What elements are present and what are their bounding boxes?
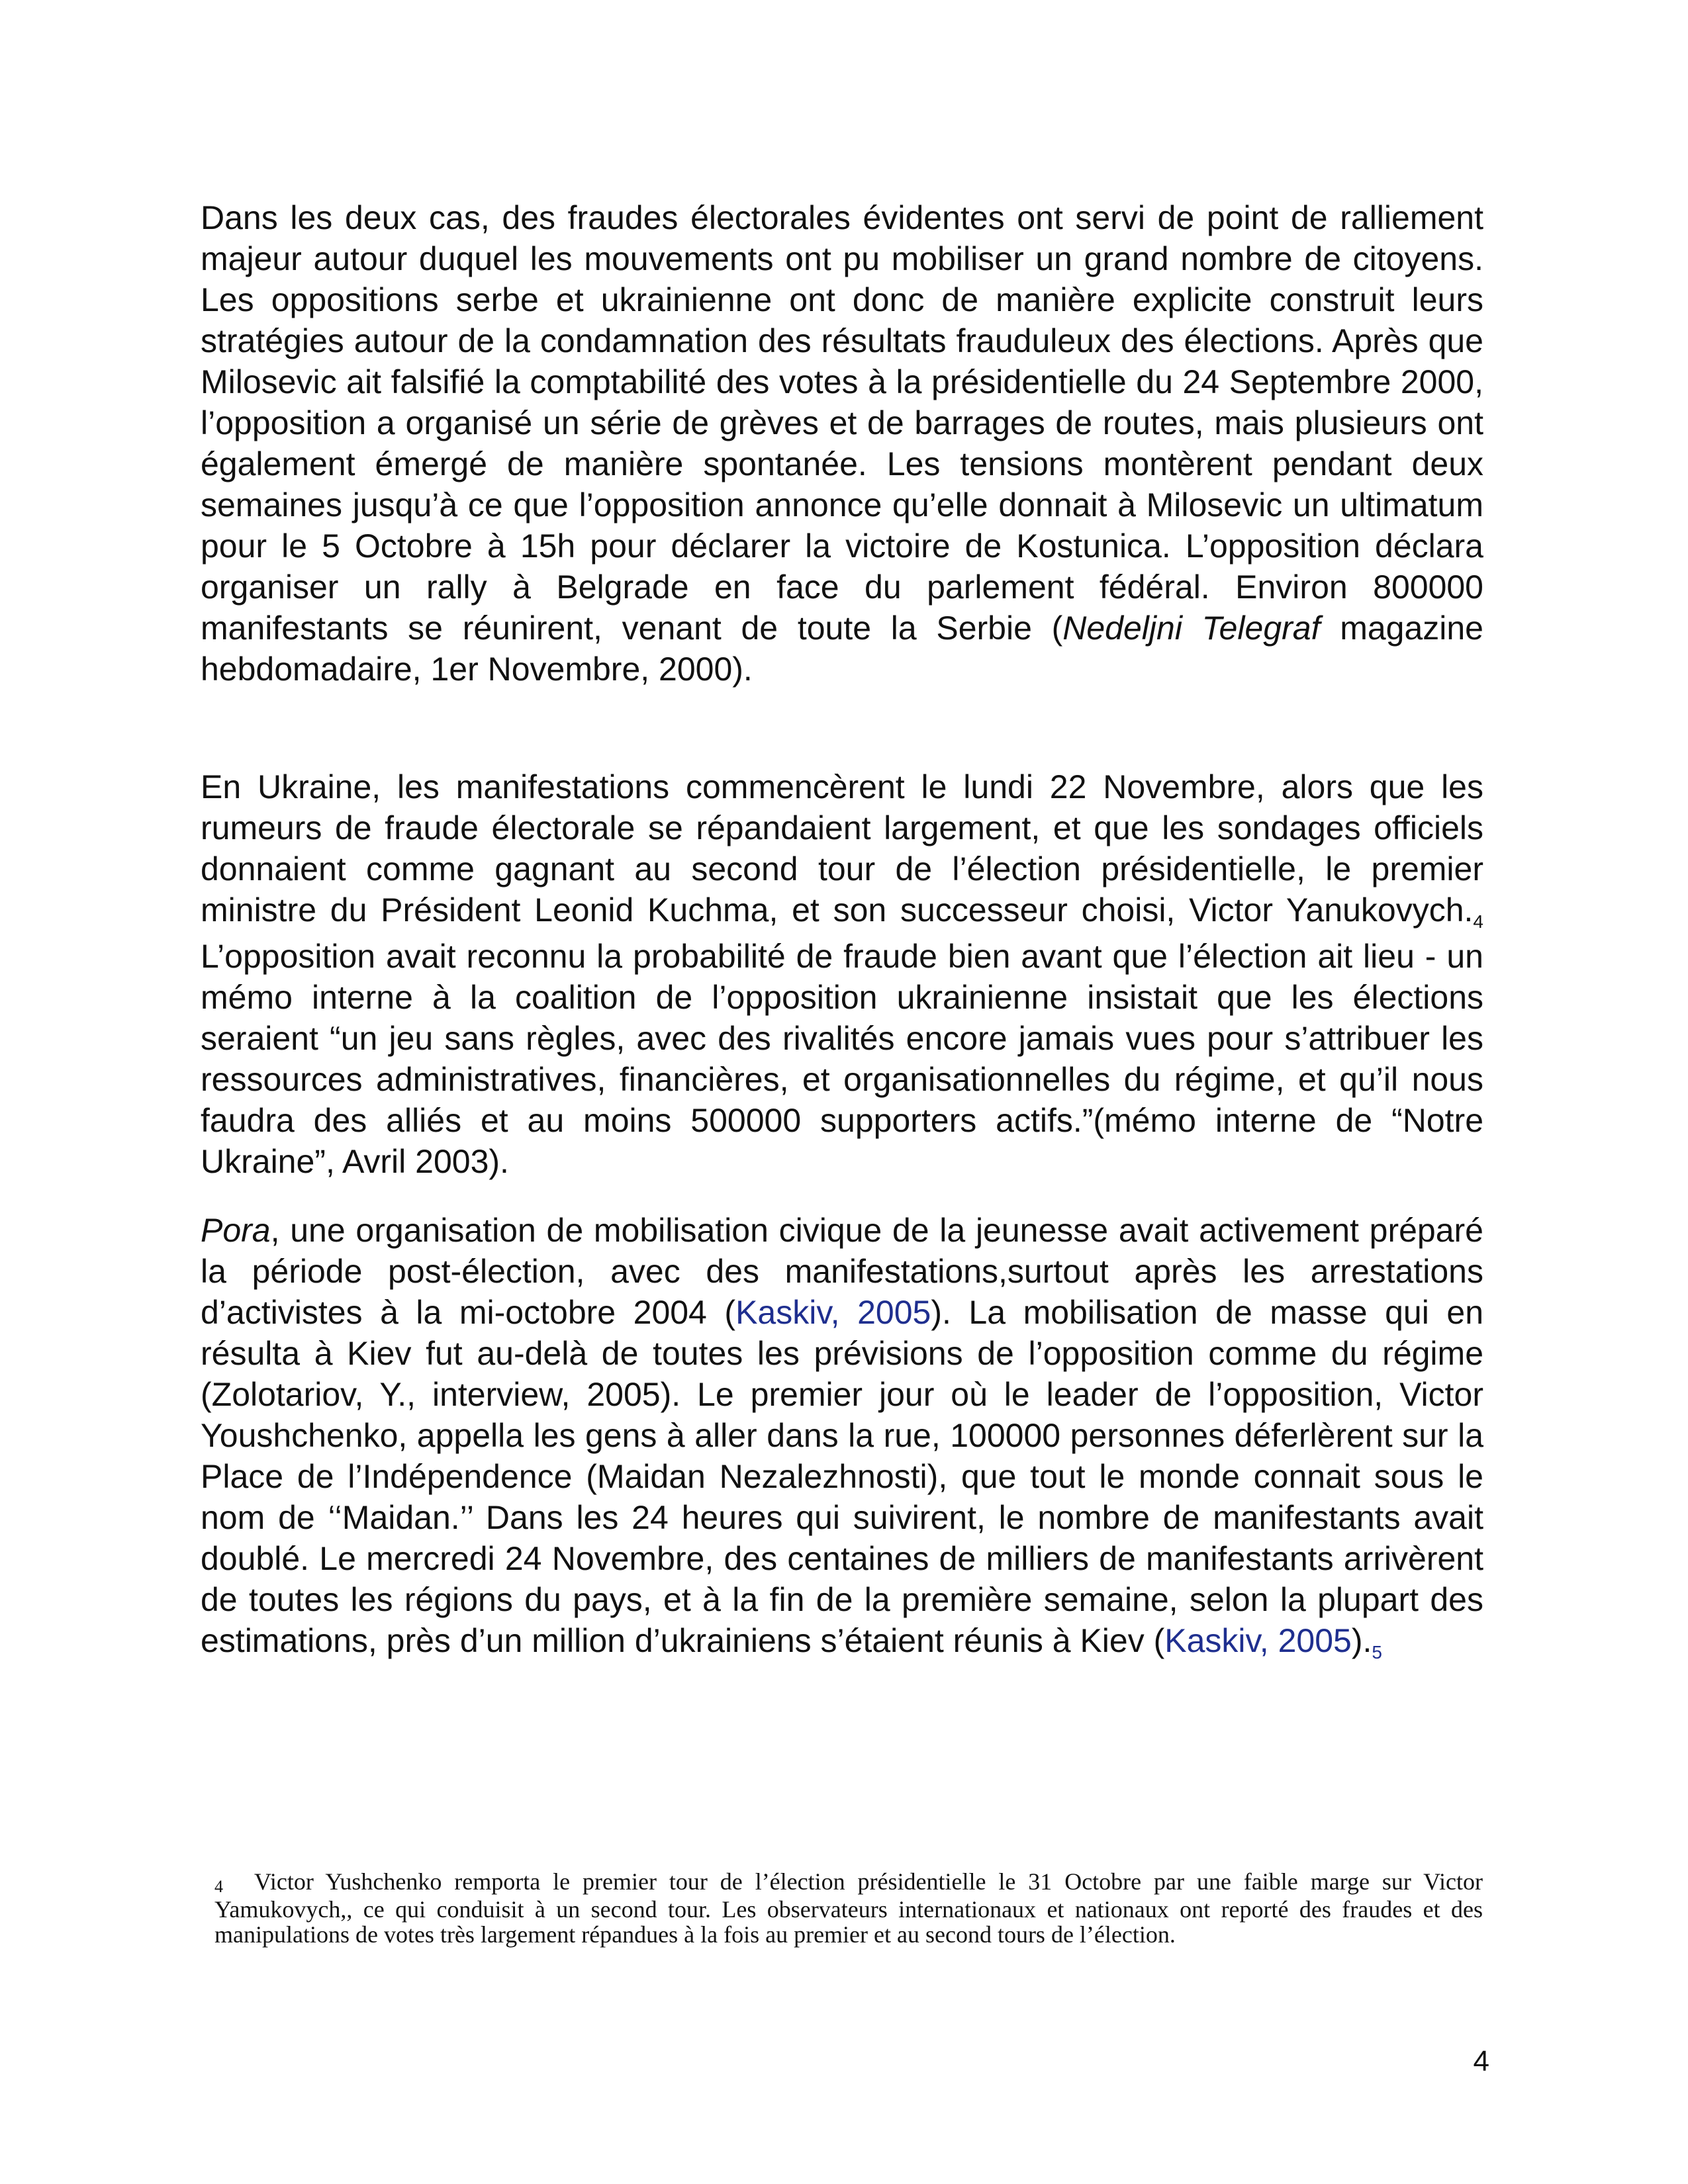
citation-link-kaskiv-2[interactable]: Kaskiv, 2005 [1164,1622,1352,1659]
paragraph-3-text-end: ). [1351,1622,1372,1659]
footnote-ref-4[interactable]: 4 [1473,911,1483,932]
paragraph-3-text-mid: ). La mobilisation de masse qui en résulta à Kiev fut au-delà de toutes les prévisions de l’opposition comme du régime (Zolotariov, Y., interview, 2005). Le premier jour où le leader de l’opposition, Victor Youshchenko, appella les gens à aller dans la rue, 100000 personnes déferlèrent sur la Place de l’Indépendence (Maidan Nezalezhnosti), que tout le monde connait sous le nom de ‘‘Maidan.’’ Dans les 24 heures qui suivirent, le nombre de manifestants avait doublé. Le mercredi 24 Novembre, des centaines de milliers de manifestants arrivèrent de toutes les régions du pays, et à la fin de la première semaine, selon la plupart des estimations, près d’un million d’ukrainiens s’étaient réunis à Kiev ( [201,1294,1483,1659]
page-number: 4 [1473,2045,1489,2077]
footnote-text: Victor Yushchenko remporta le premier tour de l’élection présidentielle le 31 Octobre par une faible marge sur Victor Yamukovych,, ce qui conduisit à un second tour. Les observateurs internationaux et nationaux ont reporté des fraudes et des manipulations de votes très largement répandues à la fois au premier et au second tours de l’élection. [214,1868,1483,1948]
paragraph-1-text-end: magazine hebdomadaire, 1er Novembre, 2000). [201,610,1483,688]
footnote [214,1869,1483,1947]
paragraph-2 [201,766,1483,1182]
paragraph-1-italic: Nedeljni Telegraf [1062,610,1321,647]
paragraph-3-text: , une organisation de mobilisation civique de la jeunesse avait activement préparé la période post-élection, avec des manifestations,surtout après les arrestations d’activistes à la mi-octobre 2004 ( [201,1212,1483,1331]
paragraph-3-italic: Pora [201,1212,271,1249]
paragraph-1 [201,197,1483,690]
paragraph-2-text: En Ukraine, les manifestations commencèrent le lundi 22 Novembre, alors que les rumeurs de fraude électorale se répandaient largement, et que les sondages officiels donnaient comme gagnant au second tour de l’élection présidentielle, le premier ministre du Président Leonid Kuchma, et son successeur choisi, Victor Yanukovych. [201,768,1483,929]
paragraph-2-text-end: L’opposition avait reconnu la probabilité de fraude bien avant que l’élection ait lieu - un mémo interne à la coalition de l’opposition ukrainienne insistait que les élections seraient “un jeu sans règles, avec des rivalités encore jamais vues pour s’attribuer les ressources administratives, financières, et organisationnelles du régime, et qu’il nous faudra des alliés et au moins 500000 supporters actifs.”(mémo interne de “Notre Ukraine”, Avril 2003). [201,938,1483,1180]
paragraph-3 [201,1210,1483,1666]
footnote-number: 4 [214,1877,223,1896]
paragraph-1-text: Dans les deux cas, des fraudes électorales évidentes ont servi de point de ralliement majeur autour duquel les mouvements ont pu mobiliser un grand nombre de citoyens. Les oppositions serbe et ukrainienne ont donc de manière explicite construit leurs stratégies autour de la condamnation des résultats frauduleux des élections. Après que Milosevic ait falsifié la comptabilité des votes à la présidentielle du 24 Septembre 2000, l’opposition a organisé un série de grèves et de barrages de routes, mais plusieurs ont également émergé de manière spontanée. Les tensions montèrent pendant deux semaines jusqu’à ce que l’opposition annonce qu’elle donnait à Milosevic un ultimatum pour le 5 Octobre à 15h pour déclarer la victoire de Kostunica. L’opposition déclara organiser un rally à Belgrade en face du parlement fédéral. Environ 800000 manifestants se réunirent, venant de toute la Serbie ( [201,199,1483,647]
citation-link-kaskiv-1[interactable]: Kaskiv, 2005 [735,1294,931,1331]
footnote-ref-5[interactable]: 5 [1372,1642,1382,1662]
